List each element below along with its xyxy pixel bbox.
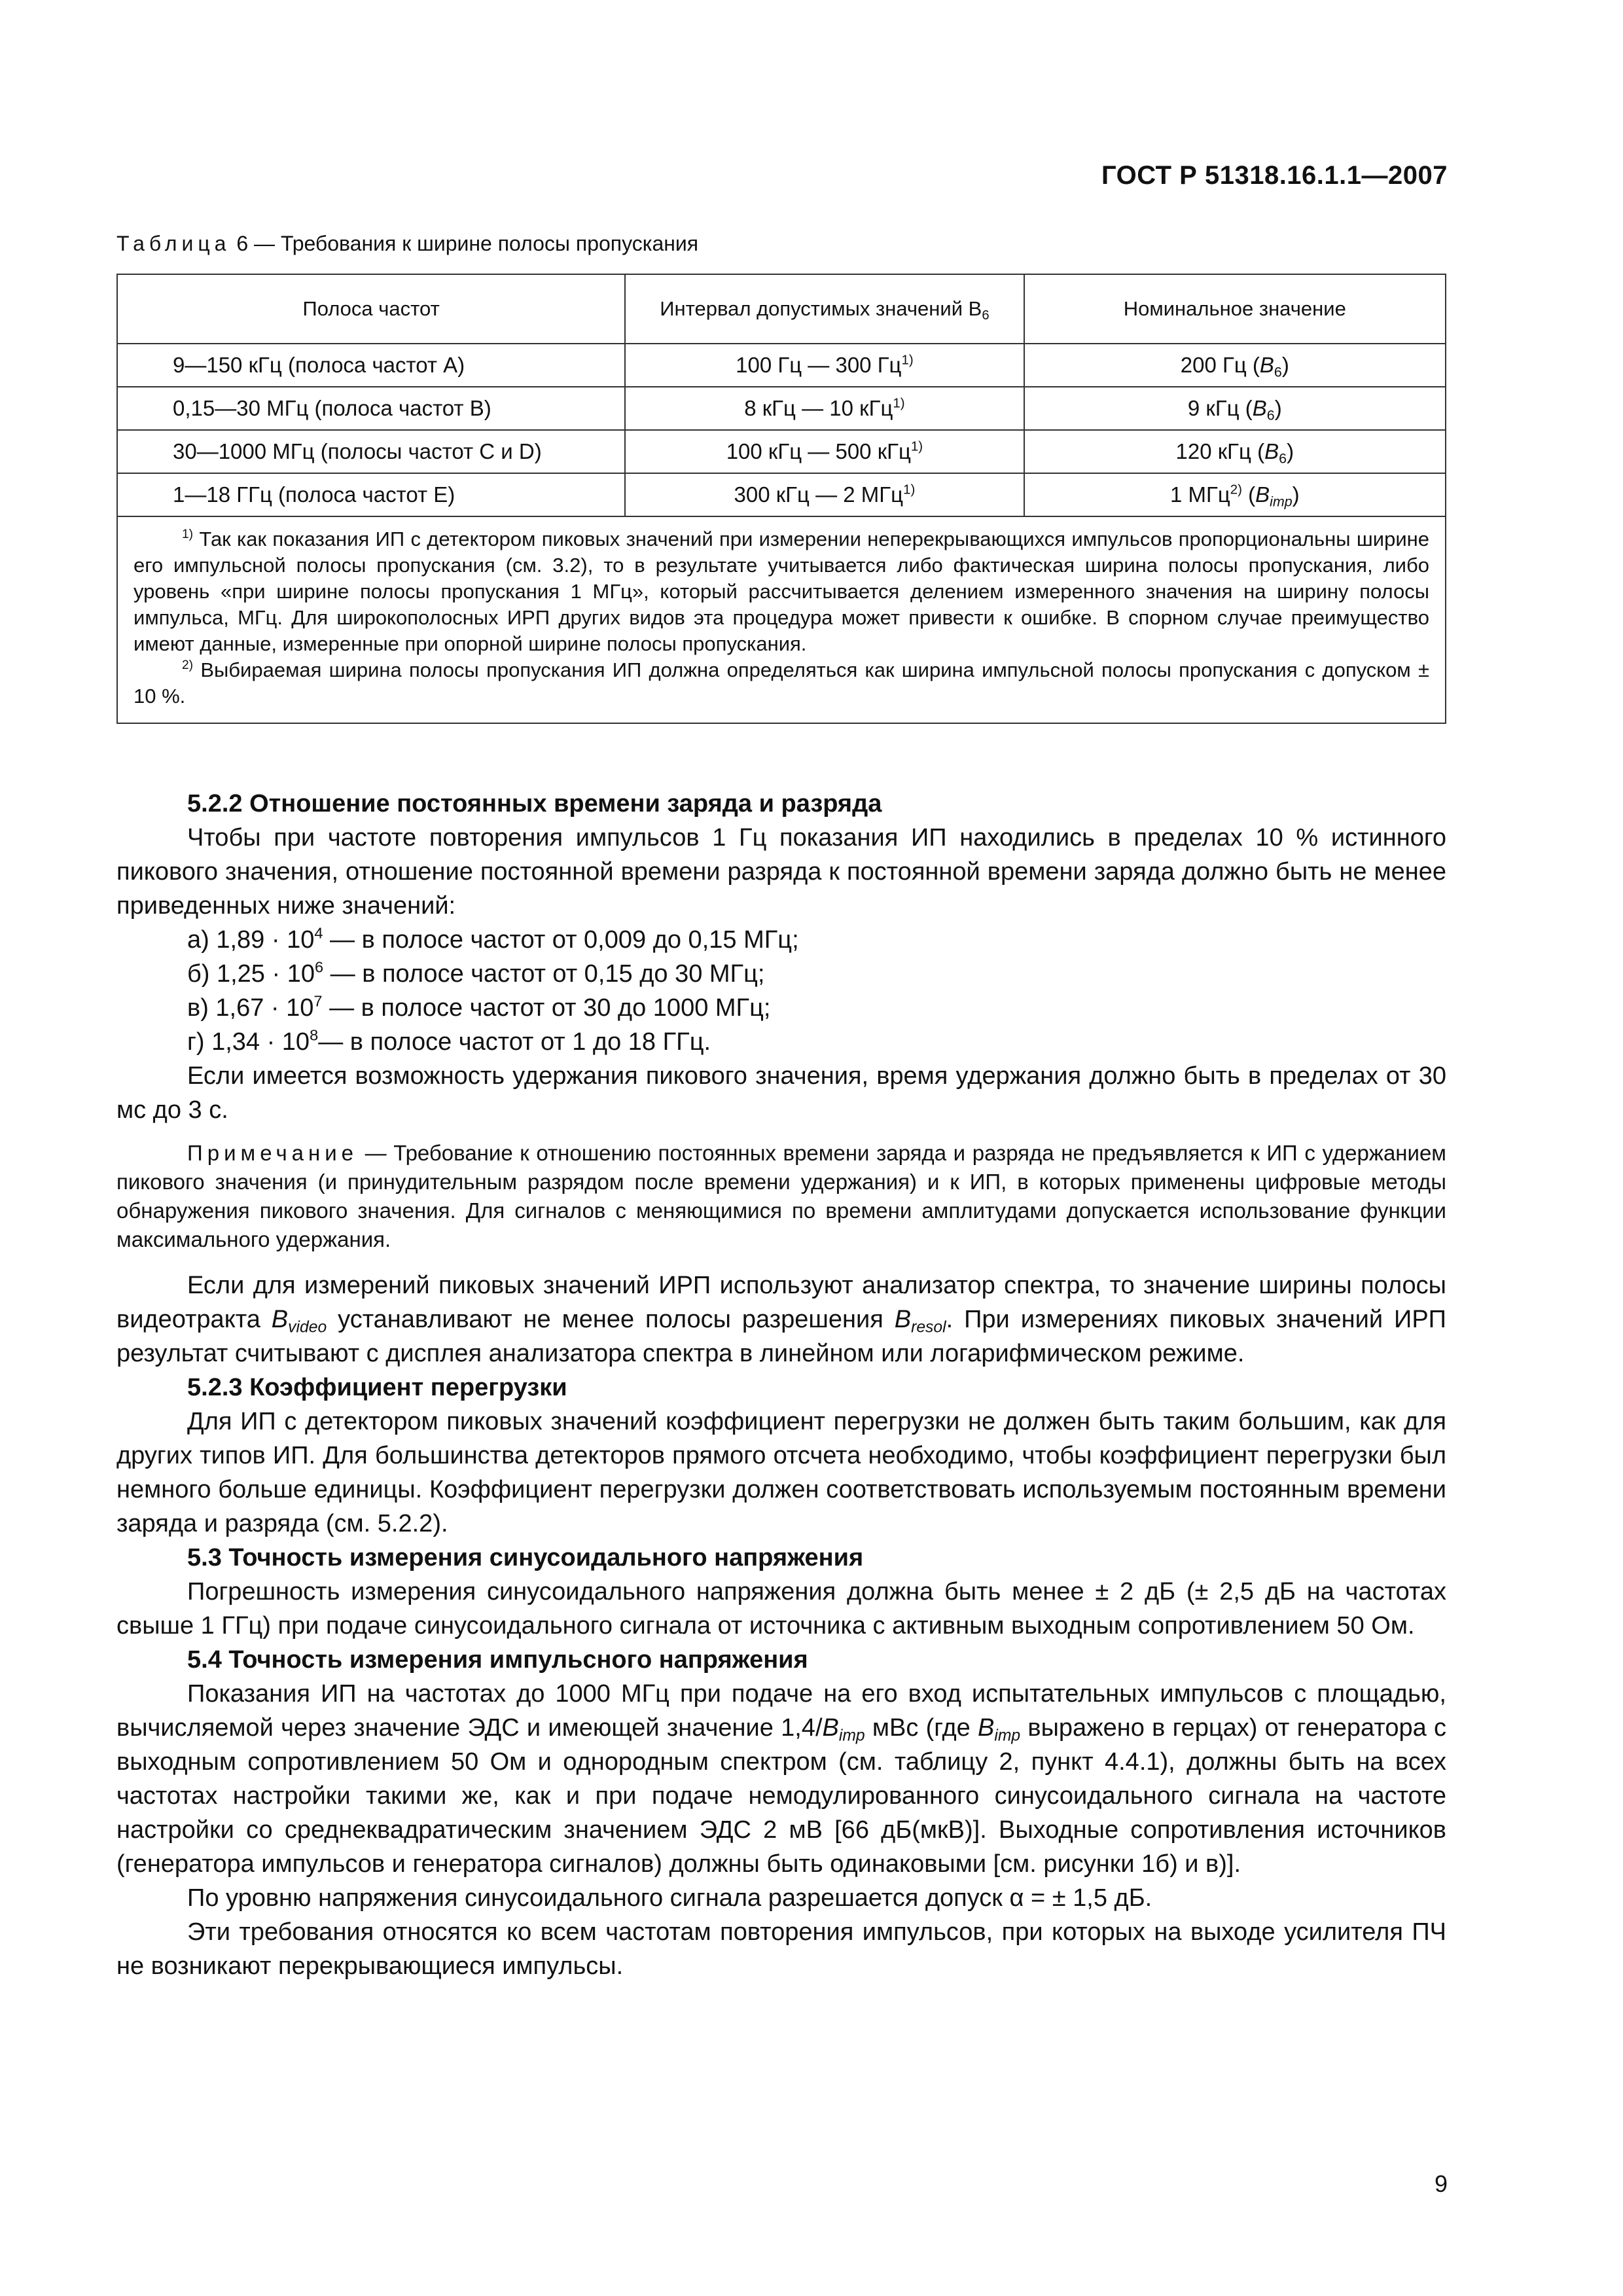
paragraph: Чтобы при частоте повторения импульсов 1 Гц показания ИП находились в пределах 10 % истинного пикового значения, отношение постоянной времени разряда к постоянной времени заряда должно быть не менее приведенных ниже значений: [116, 824, 1446, 920]
interval-cell: 100 кГц — 500 кГц$^{1)}$ [625, 430, 1024, 473]
table-caption-text: 6 — Требования к ширине полосы пропускания [230, 232, 699, 255]
footnote-2: $^{2)}$ Выбираемая ширина полосы пропускания ИП должна определяться как ширина импульсной полосы пропускания с допуском ± 10 %. [134, 658, 1429, 708]
paragraph: Эти требования относятся ко всем частотам повторения импульсов, при которых на выходе усилителя ПЧ не возникают перекрывающиеся импульсы. [116, 1918, 1446, 1980]
table-caption-word: Таблица [116, 232, 231, 255]
interval-cell: 100 Гц — 300 $Гц^{1)}$ [625, 344, 1024, 387]
main-text [116, 787, 1446, 1983]
interval-cell: 8 кГц — 10 кГц$^{1)}$ [625, 387, 1024, 430]
header-interval: Интервал допустимых значений $B_6$ [625, 274, 1024, 344]
band-cell: 30—1000 МГц (полосы частот С и D) [117, 430, 625, 473]
band-cell: 0,15—30 МГц (полоса частот В) [117, 387, 625, 430]
band-cell: 1—18 ГГц (полоса частот Е) [117, 473, 625, 516]
table-header-row [117, 274, 1446, 344]
footnote-1: $^{1)}$ Так как показания ИП с детектором пиковых значений при измерении неперекрывающихся импульсов пропорциональны ширине его импульсной полосы пропускания (см. 3.2), то в результате учитывается либо фактическая ширина полосы пропускания, либо уровень «при ширине полосы пропускания 1 МГц», который рассчитывается делением измеренного значения на ширину полосы импульса, МГц. Для широкополосных ИРП других видов эта процедура может привести к ошибке. В спорном случае преимущество имеют данные, измеренные при опорной ширине полосы пропускания. [134, 528, 1429, 655]
paragraph: По уровню напряжения синусоидального сигнала разрешается допуск α = ± 1,5 дБ. [187, 1884, 1152, 1912]
list-item: а) $1,89 \cdot 10^4$ — в полосе частот от 0,009 до 0,15 МГц; [187, 924, 799, 954]
nominal-cell: 120 кГц $(B_6)$ [1024, 430, 1446, 473]
table-row [117, 430, 1446, 473]
paragraph: Погрешность измерения синусоидального напряжения должна быть менее ± 2 дБ (± 2,5 дБ на частотах свыше 1 ГГц) при подаче синусоидального сигнала от источника с активным выходным сопротивлением 50 Ом. [116, 1578, 1446, 1640]
list-item: б) $1,25 \cdot 10^6$ — в полосе частот от 0,15 до 30 МГц; [187, 958, 765, 988]
note: Примечание — Требование к отношению постоянных времени заряда и разряда не предъявляется к ИП с удержанием пикового значения (и принудительным разрядом после времени удержания) и к ИП, в которых применены цифровые методы обнаружения пикового значения. Для сигналов с меняющимися по времени амплитудами допускается использование функции максимального удержания. [116, 1141, 1446, 1251]
header-nominal: Номинальное значение [1024, 274, 1446, 344]
nominal-cell: 9 кГц $(B_6)$ [1024, 387, 1446, 430]
bandwidth-requirements-table [116, 274, 1446, 724]
table-caption [116, 232, 698, 256]
nominal-cell: 1 МГц$^{2)}$ $(B_{imp})$ [1024, 473, 1446, 516]
paragraph: Показания ИП на частотах до 1000 МГц при подаче на его вход испытательных импульсов с площадью, вычисляемой через значение ЭДС и имеющей значение $1,4/B_{imp}$ мВс (где $B_{imp}$ выражено в герцах) от генератора с выходным сопротивлением 50 Ом и однородным спектром (см. таблицу 2, пункт 4.4.1), должны быть на всех частотах настройки такими же, как и при подаче немодулированного синусоидального сигнала на частоте настройки со среднеквадратическим значением ЭДС 2 мВ [66 дБ(мкВ)]. Выходные сопротивления источников (генератора импульсов и генератора сигналов) должны быть одинаковыми [см. рисунки 1б) и в)]. [116, 1680, 1446, 1878]
paragraph: Для ИП с детектором пиковых значений коэффициент перегрузки не должен быть таким большим, как для других типов ИП. Для большинства детекторов прямого отсчета необходимо, чтобы коэффициент перегрузки был немного больше единицы. Коэффициент перегрузки должен соответствовать используемым постоянным времени заряда и разряда (см. 5.2.2). [116, 1408, 1446, 1537]
header-band: Полоса частот [117, 274, 625, 344]
heading-5-2-3: 5.2.3 Коэффициент перегрузки [187, 1374, 567, 1401]
list-item: г) $1,34 \cdot 10^8—$ в полосе частот от 1 до 18 ГГц. [187, 1026, 711, 1056]
heading-5-4: 5.4 Точность измерения импульсного напряжения [187, 1646, 808, 1674]
standard-designation: ГОСТ Р 51318.16.1.1—2007 [1101, 161, 1448, 190]
band-cell: 9—150 кГц (полоса частот А) [117, 344, 625, 387]
table-footnotes-row [117, 516, 1446, 723]
heading-5-2-2: 5.2.2 Отношение постоянных времени заряда и разряда [187, 790, 882, 817]
heading-5-3: 5.3 Точность измерения синусоидального напряжения [187, 1544, 864, 1571]
table-row [117, 387, 1446, 430]
table-row [117, 473, 1446, 516]
page-number: 9 [1434, 2170, 1448, 2197]
interval-cell: 300 кГц — 2 МГц$^{1)}$ [625, 473, 1024, 516]
table-footnotes [117, 516, 1446, 723]
paragraph: Если имеется возможность удержания пикового значения, время удержания должно быть в пределах от 30 мс до 3 с. [116, 1062, 1446, 1124]
paragraph: Если для измерений пиковых значений ИРП используют анализатор спектра, то значение ширины полосы видеотракта $B_{video}$ устанавливают не менее полосы разрешения $B_{resol}$. При измерениях пиковых значений ИРП результат считывают с дисплея анализатора спектра в линейном или логарифмическом режиме. [116, 1272, 1446, 1367]
table-row [117, 344, 1446, 387]
list-item: в) $1,67 \cdot 10^7$ — в полосе частот от 30 до 1000 МГц; [187, 992, 771, 1022]
nominal-cell: 200 Гц $(B_6)$ [1024, 344, 1446, 387]
